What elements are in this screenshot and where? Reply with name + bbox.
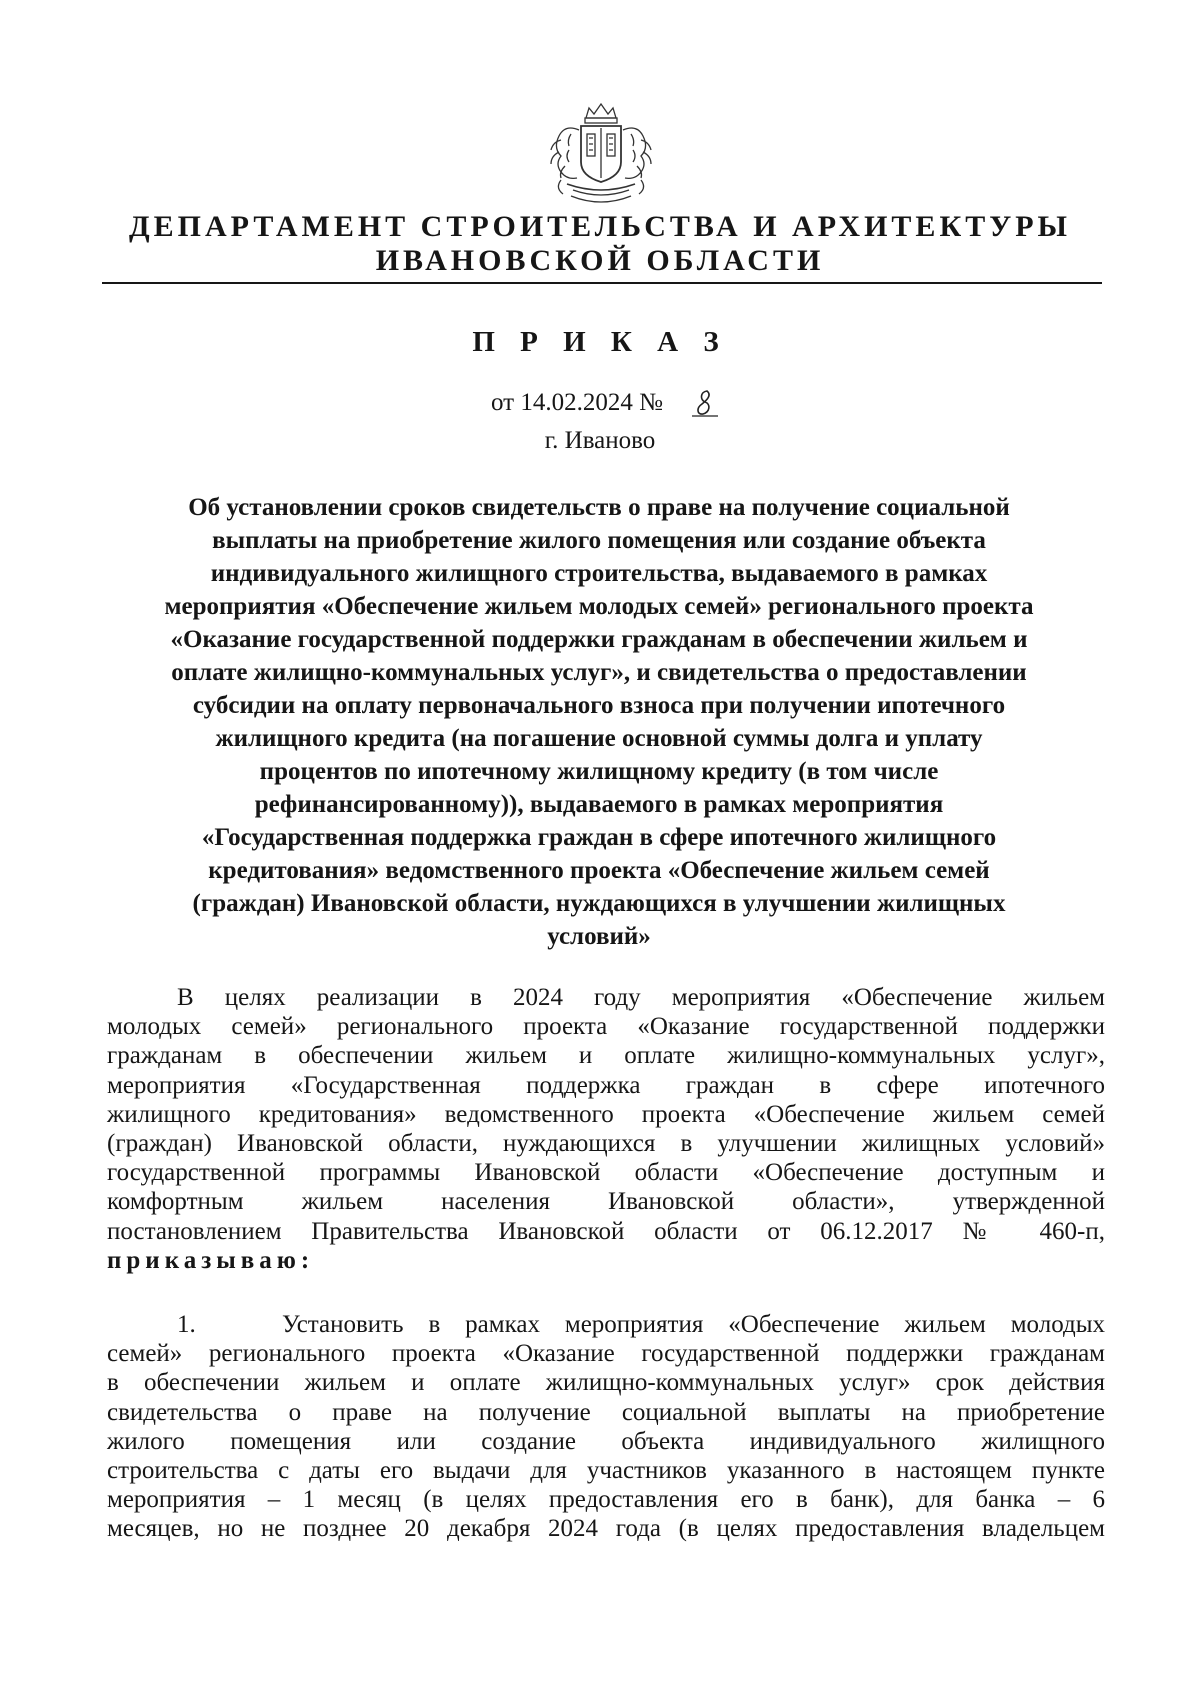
- item1-line: строительства с даты его выдачи для участников указанного в настоящем пункте: [107, 1457, 1105, 1485]
- preamble-line: молодых семей» регионального проекта «Оказание государственной поддержки: [107, 1013, 1105, 1041]
- item1-line: в обеспечении жильем и оплате жилищно-коммунальных услуг» срок действия: [107, 1369, 1105, 1397]
- subject-line: индивидуального жилищного строительства, выдаваемого в рамках: [210, 560, 988, 587]
- preamble-line: (граждан) Ивановской области, нуждающихся в улучшении жилищных условий»: [107, 1130, 1105, 1158]
- subject-line: процентов по ипотечному жилищному кредиту (в том числе: [259, 758, 939, 785]
- item1-line: Установить в рамках мероприятия «Обеспечение жильем молодых: [282, 1311, 1105, 1338]
- coat-of-arms-emblem: [531, 100, 671, 210]
- subject-line: «Государственная поддержка граждан в сфере ипотечного жилищного: [201, 824, 997, 851]
- subject-line: оплате жилищно-коммунальных услуг», и свидетельства о предоставлении: [171, 659, 1027, 686]
- preamble-paragraph: [107, 983, 1105, 1275]
- item1-first-line: [107, 1310, 1105, 1339]
- subject-line: субсидии на оплату первоначального взноса при получении ипотечного: [192, 692, 1006, 719]
- order-date-line: от 14.02.2024 №: [491, 389, 663, 416]
- subject-line: (граждан) Ивановской области, нуждающихся в улучшении жилищных: [192, 890, 1006, 917]
- subject-line: условий»: [547, 923, 651, 950]
- preamble-line: постановлением Правительства Ивановской области от 06.12.2017 № 460-п,: [107, 1217, 1105, 1245]
- order-title: П Р И К А З: [472, 326, 728, 358]
- item1-number: 1.: [177, 1311, 196, 1338]
- item1-line: мероприятия – 1 месяц (в целях предоставления его в банк), для банка – 6: [107, 1486, 1105, 1514]
- header-divider: [102, 282, 1102, 284]
- handwritten-order-number: [690, 388, 720, 418]
- preamble-line: комфортным жильем населения Ивановской области», утвержденной: [107, 1188, 1105, 1216]
- order-item-1: [107, 1310, 1105, 1544]
- preamble-line: В целях реализации в 2024 году мероприятия «Обеспечение жильем: [177, 984, 1105, 1011]
- subject-line: выплаты на приобретение жилого помещения или создание объекта: [212, 527, 986, 554]
- item1-line: свидетельства о праве на получение социальной выплаты на приобретение: [107, 1398, 1105, 1426]
- order-word: приказываю:: [107, 1246, 315, 1274]
- preamble-line: государственной программы Ивановской области «Обеспечение доступным и: [107, 1159, 1105, 1187]
- department-name-line2: ИВАНОВСКОЙ ОБЛАСТИ: [375, 244, 825, 277]
- item1-line: месяцев, но не позднее 20 декабря 2024 года (в целях предоставления владельцем: [107, 1515, 1105, 1543]
- subject-line: кредитования» ведомственного проекта «Обеспечение жильем семей: [208, 857, 990, 884]
- subject-line: рефинансированному)), выдаваемого в рамках мероприятия: [254, 791, 944, 818]
- order-city: г. Иваново: [544, 427, 656, 454]
- subject-line: мероприятия «Обеспечение жильем молодых семей» регионального проекта: [164, 593, 1034, 620]
- item1-line: семей» регионального проекта «Оказание государственной поддержки гражданам: [107, 1340, 1105, 1368]
- department-name-line1: ДЕПАРТАМЕНТ СТРОИТЕЛЬСТВА И АРХИТЕКТУРЫ: [128, 210, 1072, 243]
- preamble-line: гражданам в обеспечении жильем и оплате жилищно-коммунальных услуг»,: [107, 1042, 1105, 1070]
- order-subject: [104, 491, 1094, 953]
- preamble-line: мероприятия «Государственная поддержка граждан в сфере ипотечного: [107, 1071, 1105, 1099]
- subject-line: Об установлении сроков свидетельств о праве на получение социальной: [188, 494, 1010, 521]
- subject-line: «Оказание государственной поддержки гражданам в обеспечении жильем и: [170, 626, 1028, 653]
- preamble-line: жилищного кредитования» ведомственного проекта «Обеспечение жильем семей: [107, 1100, 1105, 1128]
- subject-line: жилищного кредита (на погашение основной суммы долга и уплату: [215, 725, 983, 752]
- item1-line: жилого помещения или создание объекта индивидуального жилищного: [107, 1427, 1105, 1455]
